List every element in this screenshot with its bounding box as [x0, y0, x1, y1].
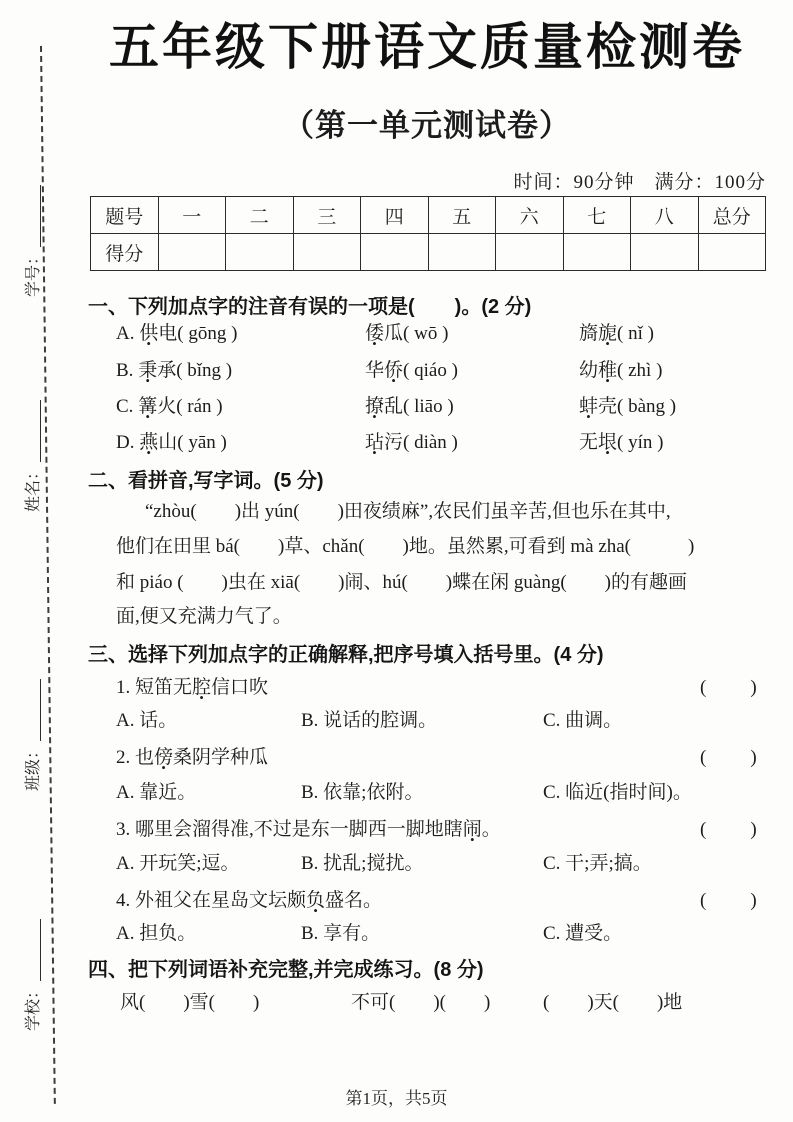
answer-bracket: ( ) — [700, 747, 759, 768]
score-cell — [226, 234, 294, 271]
question2-text: 2. 也傍桑阴学种瓜 — [116, 747, 269, 768]
question2-options — [88, 777, 778, 807]
section3-question4 — [88, 885, 778, 915]
section2-line4: 面,便又充满力气了。 — [116, 606, 292, 627]
score-table-header-cell: 四 — [361, 197, 429, 234]
question1-option-b: B. 说话的腔调。 — [301, 710, 438, 731]
question4-option-c: C. 遭受。 — [543, 923, 623, 944]
school-label: 学校： — [25, 982, 42, 1031]
section1-option-row-a — [88, 318, 778, 348]
school-blank — [40, 919, 41, 981]
option-c-item3: 蚌壳( bàng ) — [579, 396, 677, 417]
option-b-item3: 幼稚( zhì ) — [579, 360, 663, 381]
idiom-blank-3: ( )天( )地 — [543, 992, 683, 1013]
question4-text: 4. 外祖父在星岛文坛颇负盛名。 — [116, 890, 383, 911]
option-b-item2: 华侨( qiáo ) — [365, 360, 458, 381]
page-title: 五年级下册语文质量检测卷 — [109, 19, 745, 75]
question1-option-c: C. 曲调。 — [543, 710, 623, 731]
option-c-item1: C. 篝火( rán ) — [116, 396, 223, 417]
score-table-header-cell: 五 — [428, 197, 496, 234]
answer-bracket: ( ) — [700, 677, 759, 698]
student-id-label: 学号： — [25, 248, 42, 297]
question3-text: 3. 哪里会溜得准,不过是东一脚西一脚地瞎闹。 — [116, 819, 501, 840]
class-label: 班级： — [25, 742, 42, 791]
score-cell — [563, 234, 631, 271]
score-table-header-cell: 七 — [563, 197, 631, 234]
section3-question2 — [88, 742, 778, 772]
score-table-header-cell: 一 — [158, 197, 226, 234]
section1-option-row-c — [88, 391, 778, 421]
score-table — [90, 196, 766, 271]
class-field — [11, 679, 45, 791]
question3-options — [88, 848, 778, 878]
section3-question1 — [88, 672, 778, 702]
option-d-item3: 无垠( yín ) — [579, 432, 664, 453]
question3-option-b: B. 扰乱;搅扰。 — [301, 853, 424, 874]
section2-line3: 和 piáo ( )虫在 xiā( )闹、hú( )蝶在闲 guàng( )的有趣画 — [116, 572, 687, 593]
answer-bracket: ( ) — [700, 819, 759, 840]
section3-heading: 三、选择下列加点字的正确解释,把序号填入括号里。(4 分) — [88, 644, 604, 666]
option-a-item1: A. 供电( gōng ) — [116, 323, 238, 344]
section2-line1: “zhòu( )出 yún( )田夜绩麻”,农民们虽辛苦,但也乐在其中, — [145, 501, 671, 522]
section2-heading: 二、看拼音,写字词。(5 分) — [88, 470, 324, 492]
option-d-item1: D. 燕山( yān ) — [116, 432, 227, 453]
score-table-score-row — [91, 234, 766, 271]
score-cell — [428, 234, 496, 271]
class-blank — [40, 679, 41, 741]
score-table-header-row — [91, 197, 766, 234]
section1-option-row-d — [88, 427, 778, 457]
score-table-header-cell: 二 — [226, 197, 294, 234]
time-score-info: 时间：90分钟 满分：100分 — [513, 172, 766, 193]
student-id-field — [11, 185, 45, 297]
idiom-blank-1: 风( )雪( ) — [120, 992, 260, 1013]
answer-bracket: ( ) — [700, 890, 759, 911]
page-subtitle: （第一单元测试卷） — [283, 108, 571, 143]
section1-option-row-b — [88, 355, 778, 385]
option-d-item2: 玷污( diàn ) — [365, 432, 458, 453]
question1-text: 1. 短笛无腔信口吹 — [116, 677, 269, 698]
score-row-label: 得分 — [91, 234, 159, 271]
question2-option-c: C. 临近(指时间)。 — [543, 782, 692, 803]
question2-option-a: A. 靠近。 — [116, 782, 197, 803]
score-table-header-cell: 八 — [631, 197, 699, 234]
score-table-header-cell: 三 — [293, 197, 361, 234]
question4-option-b: B. 享有。 — [301, 923, 381, 944]
score-cell — [496, 234, 564, 271]
question1-option-a: A. 话。 — [116, 710, 178, 731]
question1-options — [88, 705, 778, 735]
section4-blanks-row — [88, 987, 778, 1017]
score-cell — [698, 234, 766, 271]
score-cell — [293, 234, 361, 271]
student-name-field — [11, 400, 45, 512]
question4-option-a: A. 担负。 — [116, 923, 197, 944]
score-cell — [631, 234, 699, 271]
school-field — [11, 919, 45, 1031]
score-cell — [361, 234, 429, 271]
option-a-item2: 倭瓜( wō ) — [365, 323, 449, 344]
question3-option-c: C. 干;弄;搞。 — [543, 853, 652, 874]
score-table-header-cell: 总分 — [698, 197, 766, 234]
idiom-blank-2: 不可( )( ) — [351, 992, 491, 1013]
score-cell — [158, 234, 226, 271]
student-name-blank — [40, 400, 41, 462]
section1-heading: 一、下列加点字的注音有误的一项是( )。(2 分) — [88, 296, 532, 318]
student-id-blank — [40, 185, 41, 247]
page-number: 第1页，共5页 — [345, 1089, 448, 1108]
option-b-item1: B. 秉承( bǐng ) — [116, 360, 233, 381]
score-table-header-cell: 题号 — [91, 197, 159, 234]
section3-question3 — [88, 814, 778, 844]
section2-line2: 他们在田里 bá( )草、chǎn( )地。虽然累,可看到 mà zha( ) — [116, 536, 695, 557]
question4-options — [88, 918, 778, 948]
score-table-header-cell: 六 — [496, 197, 564, 234]
option-a-item3: 旖旎( nǐ ) — [579, 323, 654, 344]
section4-heading: 四、把下列词语补充完整,并完成练习。(8 分) — [88, 959, 484, 981]
question3-option-a: A. 开玩笑;逗。 — [116, 853, 240, 874]
option-c-item2: 撩乱( liāo ) — [365, 396, 454, 417]
student-name-label: 姓名： — [25, 463, 42, 512]
question2-option-b: B. 依靠;依附。 — [301, 782, 424, 803]
